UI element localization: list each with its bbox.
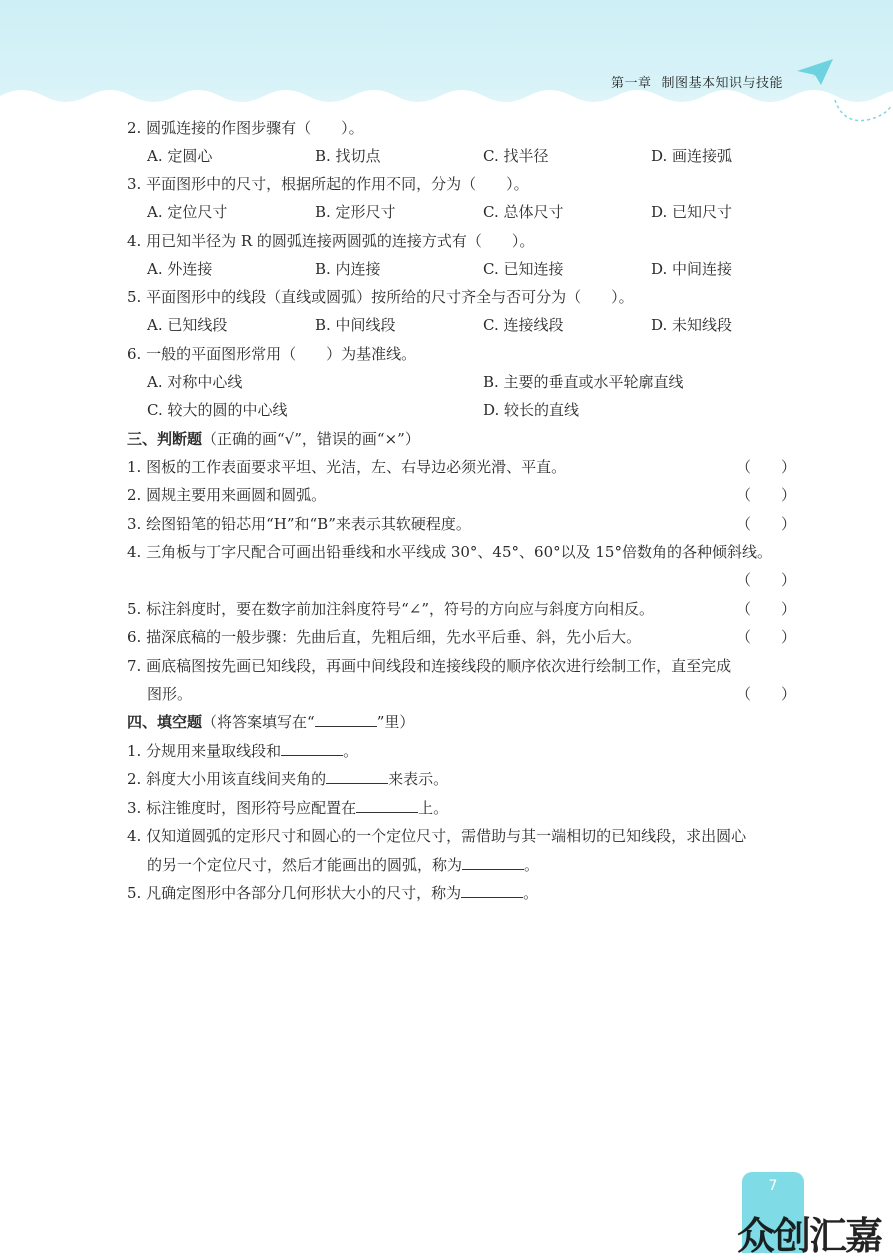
judge-text: 1. 图板的工作表面要求平坦、光洁，左、右导边必须光滑、平直。 [127,458,567,476]
fill-text: 5. 凡确定图形中各部分几何形状大小的尺寸，称为 [127,884,462,902]
answer-blank[interactable] [356,794,418,813]
judge-item [127,595,796,623]
judge-text: 7. 画底稿图按先画已知线段，再画中间线段和连接线段的顺序依次进行绘制工作，直至完成 [127,657,732,675]
option: B. 找切点 [315,147,381,165]
answer-parentheses[interactable]: （ ） [735,628,796,646]
options-row [127,396,796,424]
option: C. 已知连接 [483,260,564,278]
fill-item [127,737,796,765]
paper-plane-icon [795,55,835,89]
fill-text: 3. 标注锥度时，图形符号应配置在 [127,799,357,817]
option: A. 定位尺寸 [147,203,228,221]
option: C. 找半径 [483,147,549,165]
options-row [127,311,796,339]
judge-item-continuation [127,680,796,708]
fill-item [127,794,796,822]
section-note: （将答案填写在“ ”里） [202,713,414,731]
fill-text: 4. 仅知道圆弧的定形尺寸和圆心的一个定位尺寸，需借助与其一端相切的已知线段，求出圆心 [127,827,747,845]
fill-text: 来表示。 [388,770,449,788]
fill-item [127,765,796,793]
option: D. 画连接弧 [651,147,733,165]
option: B. 内连接 [315,260,381,278]
option: A. 已知线段 [147,316,228,334]
options-row [127,255,796,283]
watermark-logo [737,1205,881,1260]
options-row [127,142,796,170]
judge-text: 4. 三角板与丁字尺配合可画出铅垂线和水平线成 30°、45°、60°以及 15°倍数角的各种倾斜线。 [127,543,772,561]
judge-text: 5. 标注斜度时，要在数字前加注斜度符号“∠”，符号的方向应与斜度方向相反。 [127,600,654,618]
question-line: 3. 平面图形中的尺寸，根据所起的作用不同，分为（ ）。 [127,175,529,193]
section-title: 三、判断题 [127,430,203,448]
answer-blank[interactable] [461,879,523,898]
page-number: 7 [768,1178,778,1194]
chapter-number: 第一章 [610,76,652,91]
judge-text: 2. 圆规主要用来画圆和圆弧。 [127,486,327,504]
option: A. 定圆心 [147,147,213,165]
dotted-trail-icon [833,60,893,130]
judge-item [127,510,796,538]
option: C. 较大的圆的中心线 [147,401,288,419]
question-line: 5. 平面图形中的线段（直线或圆弧）按所给的尺寸齐全与否可分为（ ）。 [127,288,634,306]
option: C. 总体尺寸 [483,203,564,221]
fill-text: 上。 [418,799,449,817]
fill-text: 的另一个定位尺寸，然后才能画出的圆弧，称为 [147,856,463,874]
section-heading-fill [127,708,796,736]
fill-text: 。 [343,742,359,760]
answer-parentheses[interactable]: （ ） [735,571,796,589]
judge-item [127,652,803,680]
question-line: 2. 圆弧连接的作图步骤有（ ）。 [127,119,364,137]
fill-text: 。 [523,884,539,902]
chapter-title: 制图基本知识与技能 [661,76,783,91]
section-heading-judge [127,425,796,453]
judge-item [127,481,796,509]
judge-item [127,538,803,566]
answer-blank[interactable] [281,737,343,756]
options-row [127,198,796,226]
fill-text: 2. 斜度大小用该直线间夹角的 [127,770,327,788]
option: D. 已知尺寸 [651,203,733,221]
option: D. 未知线段 [651,316,733,334]
judge-text: 3. 绘图铅笔的铅芯用“H”和“B”来表示其软硬程度。 [127,515,471,533]
answer-blank[interactable] [326,765,388,784]
judge-text: 6. 描深底稿的一般步骤：先曲后直，先粗后细，先水平后垂、斜，先小后大。 [127,628,642,646]
fill-item [127,879,796,907]
judge-item-continuation [127,566,796,594]
section-note: （正确的画“√”，错误的画“×”） [202,430,420,448]
option: A. 外连接 [147,260,213,278]
option: A. 对称中心线 [147,373,243,391]
question-line: 6. 一般的平面图形常用（ ）为基准线。 [127,345,417,363]
option: B. 主要的垂直或水平轮廓直线 [483,373,684,391]
header-band [0,0,893,110]
answer-parentheses[interactable]: （ ） [735,486,796,504]
answer-parentheses[interactable]: （ ） [735,458,796,476]
judge-item [127,453,796,481]
option: D. 较长的直线 [483,401,580,419]
fill-text: 。 [524,856,540,874]
option: C. 连接线段 [483,316,564,334]
chapter-header [611,72,783,91]
answer-parentheses[interactable]: （ ） [735,600,796,618]
option: D. 中间连接 [651,260,733,278]
question-line: 4. 用已知半径为 R 的圆弧连接两圆弧的连接方式有（ ）。 [127,232,535,250]
fill-item-continuation [127,851,796,879]
watermark-text: 众创汇嘉 [737,1214,882,1258]
blank-line [315,708,377,727]
fill-item [127,822,803,850]
answer-blank[interactable] [462,851,524,870]
judge-item [127,623,796,651]
section-title: 四、填空题 [127,713,203,731]
option: B. 定形尺寸 [315,203,396,221]
judge-text: 图形。 [147,685,193,703]
fill-text: 1. 分规用来量取线段和 [127,742,282,760]
options-row [127,368,796,396]
answer-parentheses[interactable]: （ ） [735,685,796,703]
option: B. 中间线段 [315,316,396,334]
answer-parentheses[interactable]: （ ） [735,515,796,533]
